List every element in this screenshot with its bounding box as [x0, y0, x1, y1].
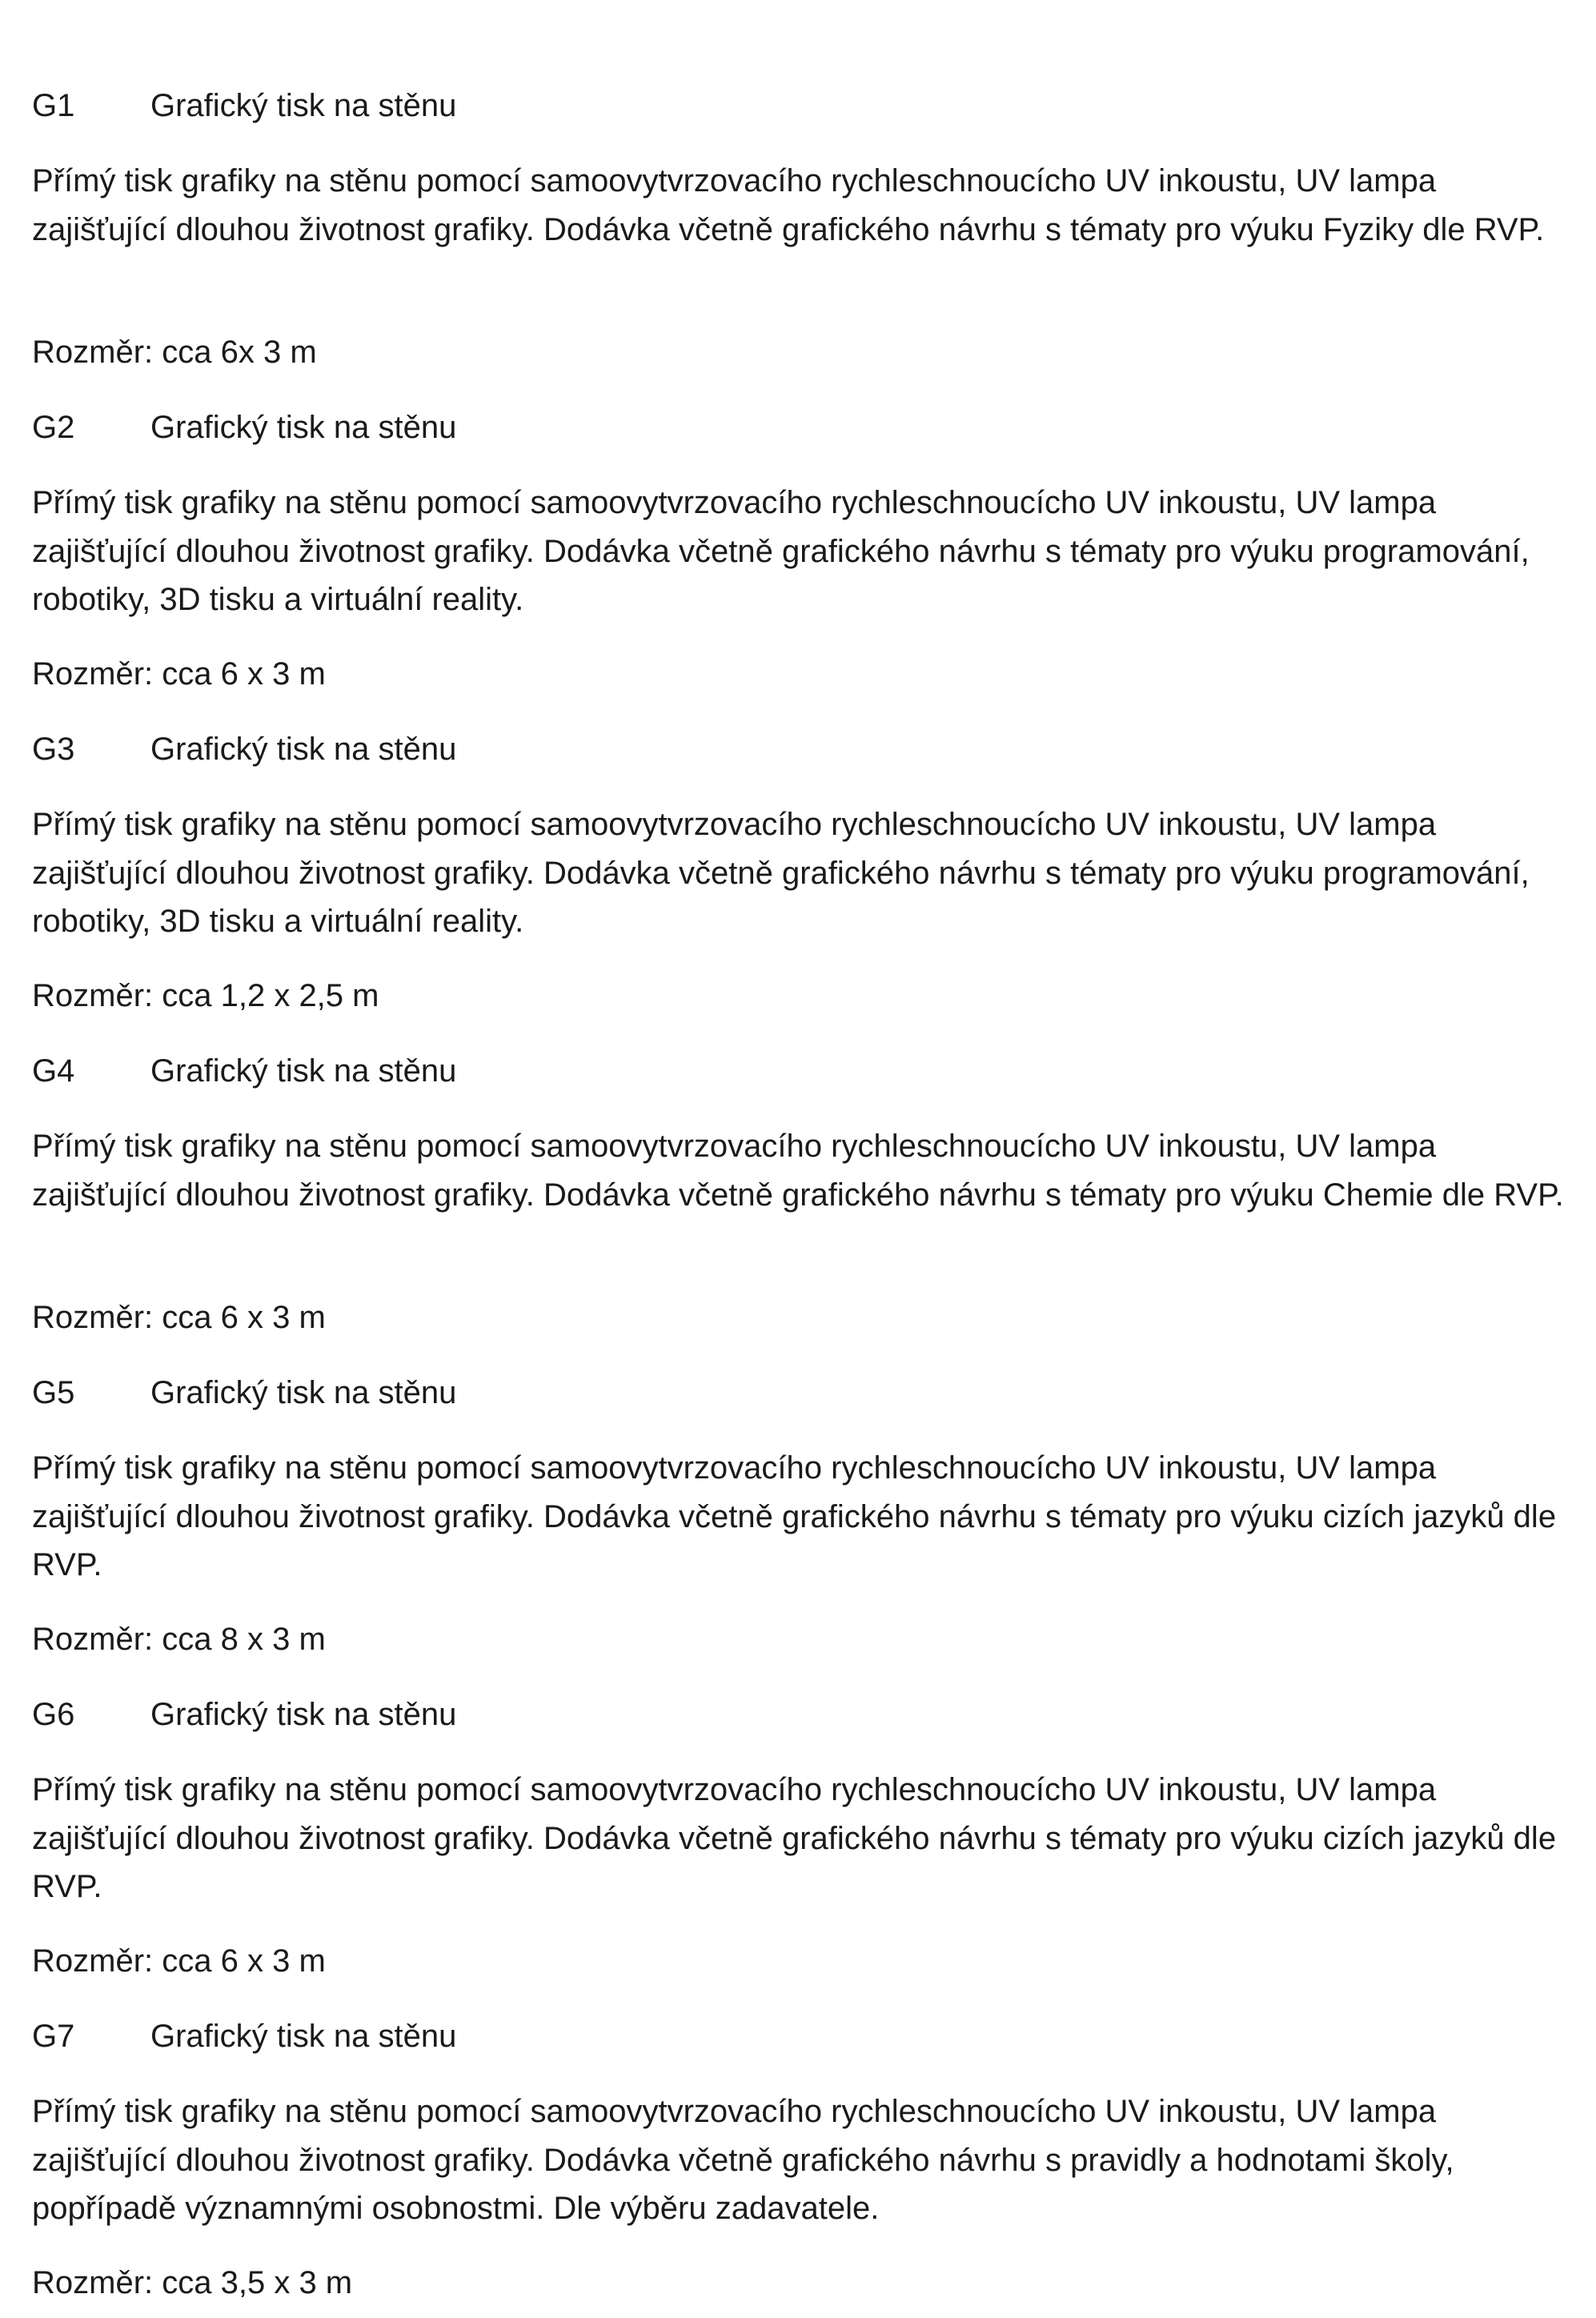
- item-size: Rozměr: cca 6 x 3 m: [32, 656, 326, 692]
- item-size: Rozměr: cca 1,2 x 2,5 m: [32, 978, 379, 1013]
- item-code: G4: [32, 1053, 75, 1089]
- item-heading: [32, 1047, 456, 1095]
- item-description: Přímý tisk grafiky na stěnu pomocí samoovytvrzovacího rychleschnoucícho UV inkoustu, UV lampa zajišťující dlouhou životnost grafiky. Dodávka včetně grafického návrhu s tématy pro výuku cizích jazyků dle RVP.: [32, 1772, 1557, 1904]
- item-title: Grafický tisk na stěnu: [150, 1053, 457, 1089]
- item-size: Rozměr: cca 6 x 3 m: [32, 1300, 326, 1335]
- item-code: G2: [32, 410, 75, 445]
- item-size: Rozměr: cca 3,5 x 3 m: [32, 2265, 353, 2300]
- item-title: Grafický tisk na stěnu: [150, 1697, 457, 1732]
- item-code: G5: [32, 1375, 75, 1410]
- item-title: Grafický tisk na stěnu: [150, 2019, 457, 2054]
- item-size: Rozměr: cca 6x 3 m: [32, 335, 317, 370]
- item-description: Přímý tisk grafiky na stěnu pomocí samoovytvrzovacího rychleschnoucícho UV inkoustu, UV lampa zajišťující dlouhou životnost grafiky. Dodávka včetně grafického návrhu s tématy pro výuku programování, robotiky, 3D tisku a virtuální reality.: [32, 807, 1530, 939]
- item-heading: [32, 403, 456, 451]
- item-heading: [32, 2012, 456, 2060]
- item-code: G7: [32, 2019, 75, 2054]
- item-code: G3: [32, 732, 75, 767]
- item-description: Přímý tisk grafiky na stěnu pomocí samoovytvrzovacího rychleschnoucícho UV inkoustu, UV lampa zajišťující dlouhou životnost grafiky. Dodávka včetně grafického návrhu s tématy pro výuku Chemie dle RVP.: [32, 1129, 1564, 1213]
- item-title: Grafický tisk na stěnu: [150, 732, 457, 767]
- item-description: Přímý tisk grafiky na stěnu pomocí samoovytvrzovacího rychleschnoucícho UV inkoustu, UV lampa zajišťující dlouhou životnost grafiky. Dodávka včetně grafického návrhu s pravidly a hodnotami školy, popřípadě významnými osobnostmi. Dle výběru zadavatele.: [32, 2094, 1454, 2226]
- item-heading: [32, 1690, 456, 1738]
- item-heading: [32, 82, 456, 130]
- item-size: Rozměr: cca 6 x 3 m: [32, 1943, 326, 1979]
- item-description: Přímý tisk grafiky na stěnu pomocí samoovytvrzovacího rychleschnoucícho UV inkoustu, UV lampa zajišťující dlouhou životnost grafiky. Dodávka včetně grafického návrhu s tématy pro výuku programování, robotiky, 3D tisku a virtuální reality.: [32, 485, 1530, 617]
- item-heading: [32, 725, 456, 773]
- item-title: Grafický tisk na stěnu: [150, 1375, 457, 1410]
- item-size: Rozměr: cca 8 x 3 m: [32, 1622, 326, 1657]
- item-description: Přímý tisk grafiky na stěnu pomocí samoovytvrzovacího rychleschnoucícho UV inkoustu, UV lampa zajišťující dlouhou životnost grafiky. Dodávka včetně grafického návrhu s tématy pro výuku Fyziky dle RVP.: [32, 163, 1545, 247]
- item-code: G6: [32, 1697, 75, 1732]
- item-title: Grafický tisk na stěnu: [150, 410, 457, 445]
- item-description: Přímý tisk grafiky na stěnu pomocí samoovytvrzovacího rychleschnoucícho UV inkoustu, UV lampa zajišťující dlouhou životnost grafiky. Dodávka včetně grafického návrhu s tématy pro výuku cizích jazyků dle RVP.: [32, 1450, 1557, 1582]
- item-code: G1: [32, 88, 75, 123]
- item-title: Grafický tisk na stěnu: [150, 88, 457, 123]
- item-heading: [32, 1369, 456, 1417]
